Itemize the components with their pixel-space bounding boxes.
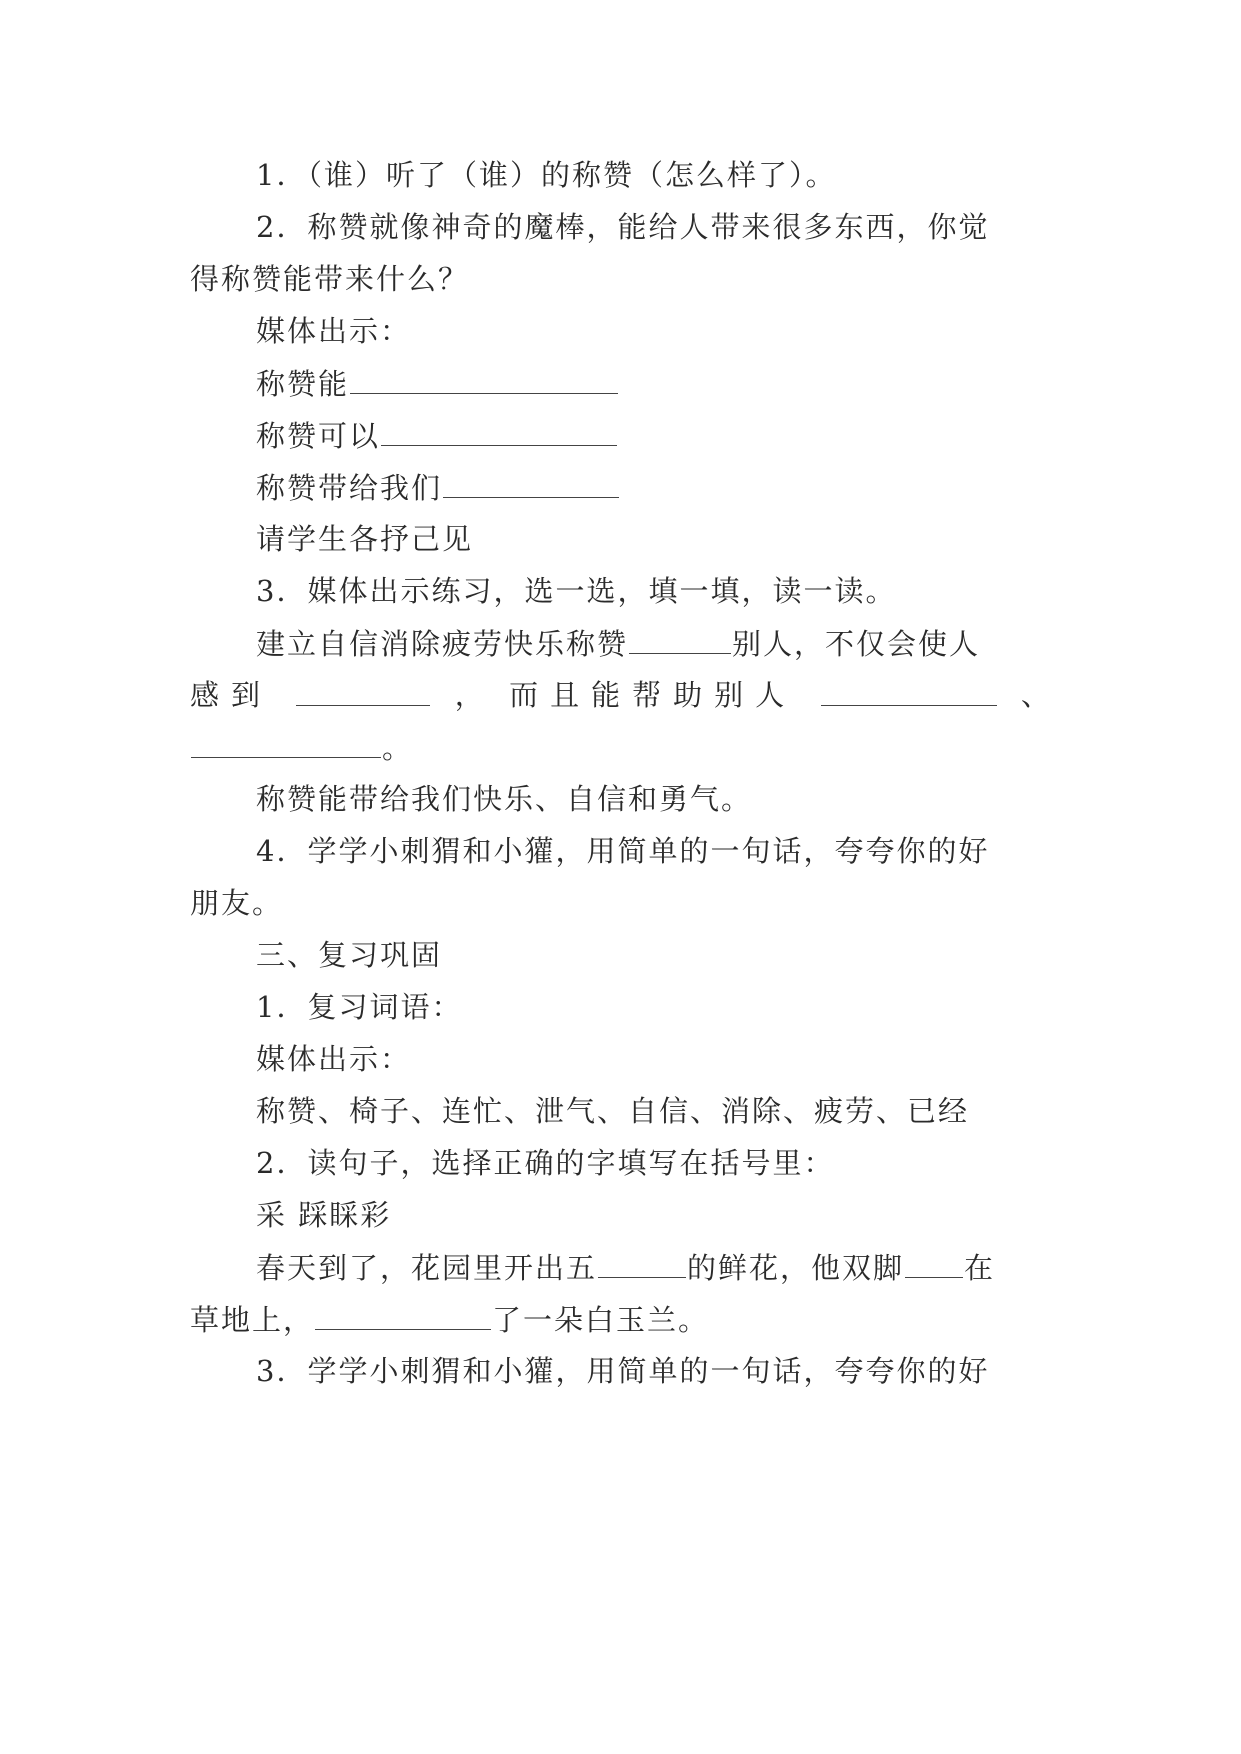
prompt-text: 称赞带给我们 — [256, 471, 443, 505]
fill-in-line — [256, 623, 980, 663]
prompt-text: 春天到了，花园里开出五 — [256, 1251, 598, 1285]
paragraph-line: 得称赞能带来什么？ — [190, 262, 470, 296]
prompt-text: 而且能帮助别人 — [509, 678, 797, 712]
fill-in-line — [256, 363, 619, 403]
paragraph-line: 称赞能带给我们快乐、自信和勇气。 — [256, 782, 753, 816]
answer-blank — [296, 675, 430, 706]
prompt-text: 别人，不仅会使人 — [732, 627, 981, 661]
prompt-text: 在 — [964, 1251, 996, 1285]
answer-blank — [191, 727, 381, 758]
paragraph-line: 媒体出示： — [256, 314, 412, 348]
section-heading: 三、复习巩固 — [256, 938, 443, 972]
prompt-text: 、 — [1020, 678, 1052, 712]
answer-blank — [821, 675, 997, 706]
paragraph-line: 采 踩睬彩 — [256, 1198, 392, 1232]
answer-blank — [629, 623, 731, 654]
paragraph-line: 2．读句子，选择正确的字填写在括号里： — [256, 1146, 835, 1180]
paragraph-line: 媒体出示： — [256, 1042, 412, 1076]
fill-in-line — [256, 1247, 995, 1287]
fill-in-line — [256, 467, 620, 507]
prompt-text: 的鲜花，他双脚 — [687, 1251, 905, 1285]
prompt-text: 了一朵白玉兰。 — [492, 1303, 710, 1337]
paragraph-line: 2．称赞就像神奇的魔棒，能给人带来很多东西，你觉 — [256, 210, 990, 244]
paragraph-line: 3．媒体出示练习，选一选，填一填，读一读。 — [256, 574, 897, 608]
paragraph-line: 朋友。 — [190, 886, 284, 920]
paragraph-line: 1．（谁）听了（谁）的称赞（怎么样了）。 — [256, 158, 837, 192]
answer-blank — [350, 363, 618, 394]
fill-in-line — [190, 675, 1052, 715]
fill-in-line — [190, 727, 413, 767]
answer-blank — [905, 1247, 963, 1278]
prompt-text: 建立自信消除疲劳快乐称赞 — [256, 627, 629, 661]
answer-blank — [381, 415, 617, 446]
answer-blank — [315, 1299, 491, 1330]
prompt-text: 称赞可以 — [256, 419, 381, 453]
paragraph-line: 3．学学小刺猬和小獾，用简单的一句话，夸夸你的好 — [256, 1354, 990, 1388]
answer-blank — [598, 1247, 686, 1278]
prompt-text: 感到 — [190, 678, 273, 712]
paragraph-line: 1．复习词语： — [256, 990, 463, 1024]
prompt-text: 。 — [382, 731, 414, 765]
paragraph-line: 请学生各抒己见 — [256, 522, 474, 556]
paragraph-line: 4．学学小刺猬和小獾，用简单的一句话，夸夸你的好 — [256, 834, 990, 868]
prompt-text: ， — [454, 678, 486, 712]
answer-blank — [443, 467, 619, 498]
fill-in-line — [190, 1299, 709, 1339]
paragraph-line: 称赞、椅子、连忙、泄气、自信、消除、疲劳、已经 — [256, 1094, 970, 1128]
fill-in-line — [256, 415, 618, 455]
prompt-text: 草地上， — [190, 1303, 315, 1337]
prompt-text: 称赞能 — [256, 367, 350, 401]
